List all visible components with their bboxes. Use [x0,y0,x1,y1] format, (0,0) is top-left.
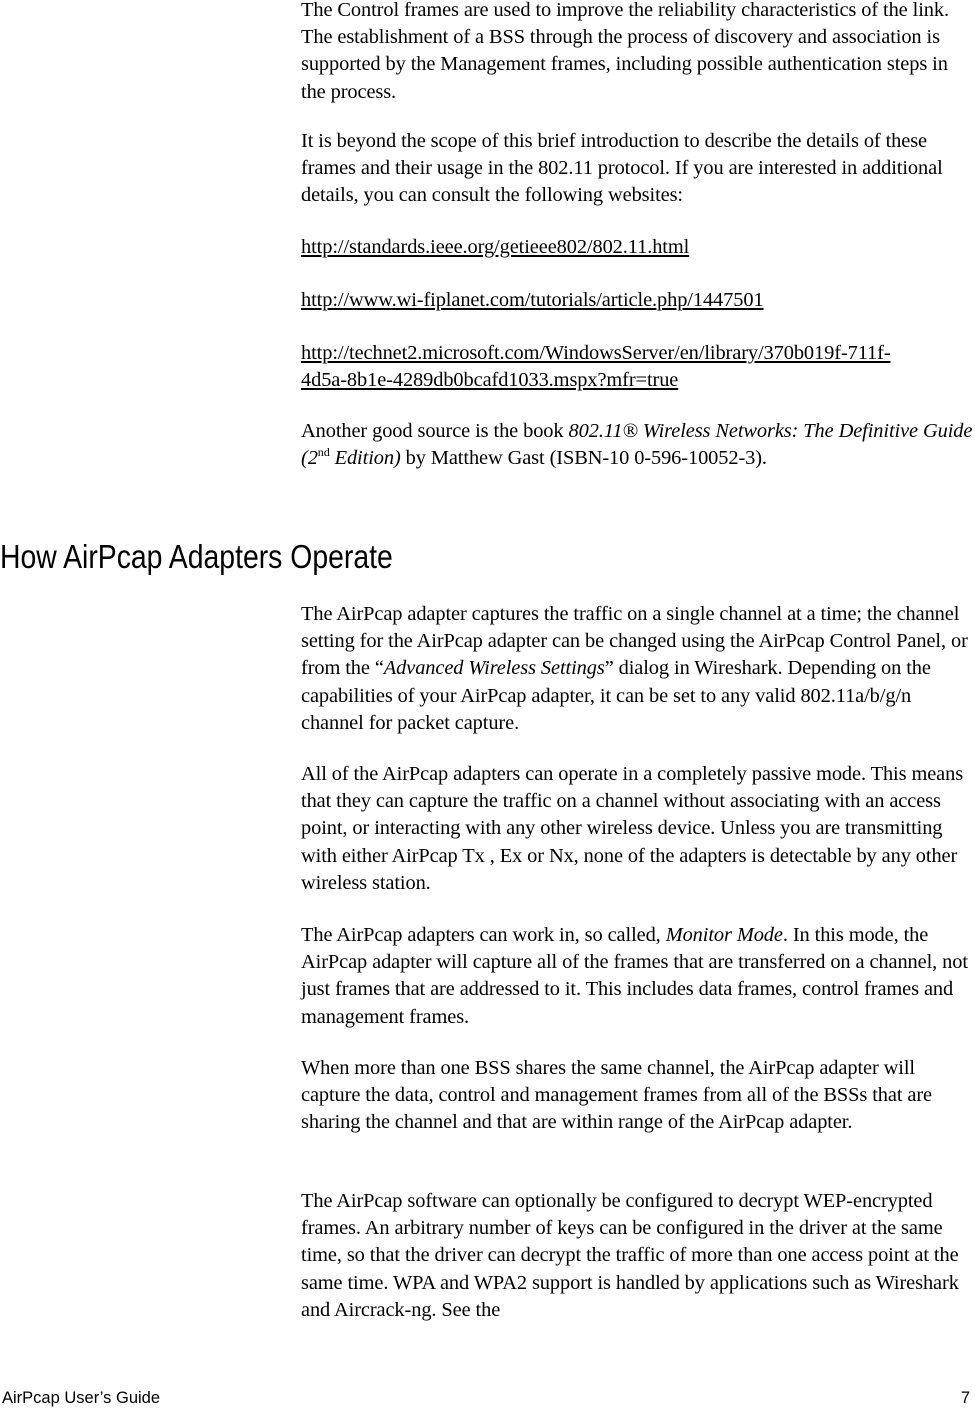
book-post-text: by Matthew Gast (ISBN-10 0-596-10052-3). [400,447,767,470]
footer-page-number: 7 [960,1389,970,1407]
intro-paragraph-control-frames: The Control frames are used to improve the reliability characteristics of the link. The establishment of a BSS through the process of discovery and association is supported by the Management frames, including possible authentication steps in the process. [301,0,949,103]
intro-paragraph-scope: It is beyond the scope of this brief introduction to describe the details of these frames and their usage in the 802.11 protocol. If you are interested in additional details, you can consult the following websites: [301,130,943,207]
section-paragraph-decrypt: The AirPcap software can optionally be configured to decrypt WEP-encrypted frames. An arbitrary number of keys can be configured in the driver at the same time, so that the driver can decrypt the traffic of more than one access point at the same time. WPA and WPA2 support is handled by applications such as Wireshark and Aircrack-ng. See the [301,1190,959,1321]
section-paragraph-channel [301,601,973,737]
section-paragraph-passive-mode: All of the AirPcap adapters can operate in a completely passive mode. This means that they can capture the traffic on a channel without associating with an access point, or interacting with any other wireless device. Unless you are transmitting with either AirPcap Tx , Ex or Nx, none of the adapters is detectable by any other wireless station. [301,763,964,894]
link-wi-fiplanet-paragraph [301,287,973,314]
book-title-superscript: nd [317,445,330,460]
link-ieee-standards[interactable]: http://standards.ieee.org/getieee802/802.11.html [301,236,690,258]
link-wi-fiplanet[interactable]: http://www.wi-fiplanet.com/tutorials/article.php/1447501 [301,289,764,311]
book-title-a: 802.11® Wireless Networks: The Definitive Guide (2 [301,420,973,470]
footer-guide-title: AirPcap User’s Guide [2,1389,161,1407]
book-title-b: Edition) [329,447,401,470]
link-technet-paragraph [301,340,973,394]
link-ieee-standards-paragraph [301,234,973,261]
monitor-pre-text: The AirPcap adapters can work in, so called, [301,924,666,946]
advanced-wireless-settings-text: Advanced Wireless Settings [383,657,605,680]
section-paragraph-monitor-mode [301,922,973,1031]
monitor-mode-text: Monitor Mode [665,924,783,946]
link-technet-line1[interactable]: http://technet2.microsoft.com/WindowsServer/en/library/370b019f-711f- [301,342,891,364]
intro-paragraph-book [301,418,973,472]
section-paragraph-bss: When more than one BSS shares the same channel, the AirPcap adapter will capture the data, control and management frames from all of the BSSs that are sharing the channel and that are within range of the AirPcap adapter. [301,1057,932,1134]
book-pre-text: Another good source is the book [301,420,569,442]
channel-pre-text: The AirPcap adapter captures the traffic on a single channel at a time; the channel setting for the AirPcap adapter can be changed using the AirPcap Control Panel, or from the “ [301,603,968,680]
monitor-post-text: . In this mode, the AirPcap adapter will capture all of the frames that are transferred on a channel, not just frames that are addressed to it. This includes data frames, control frames and management frames. [301,924,968,1028]
link-technet-line2[interactable]: 4d5a-8b1e-4289db0bcafd1033.mspx?mfr=true [301,369,679,392]
section-heading: How AirPcap Adapters Operate [0,538,393,575]
channel-post-text: ” dialog in Wireshark. Depending on the capabilities of your AirPcap adapter, it can be set to any valid 802.11a/b/g/n channel for packet capture. [301,657,931,734]
